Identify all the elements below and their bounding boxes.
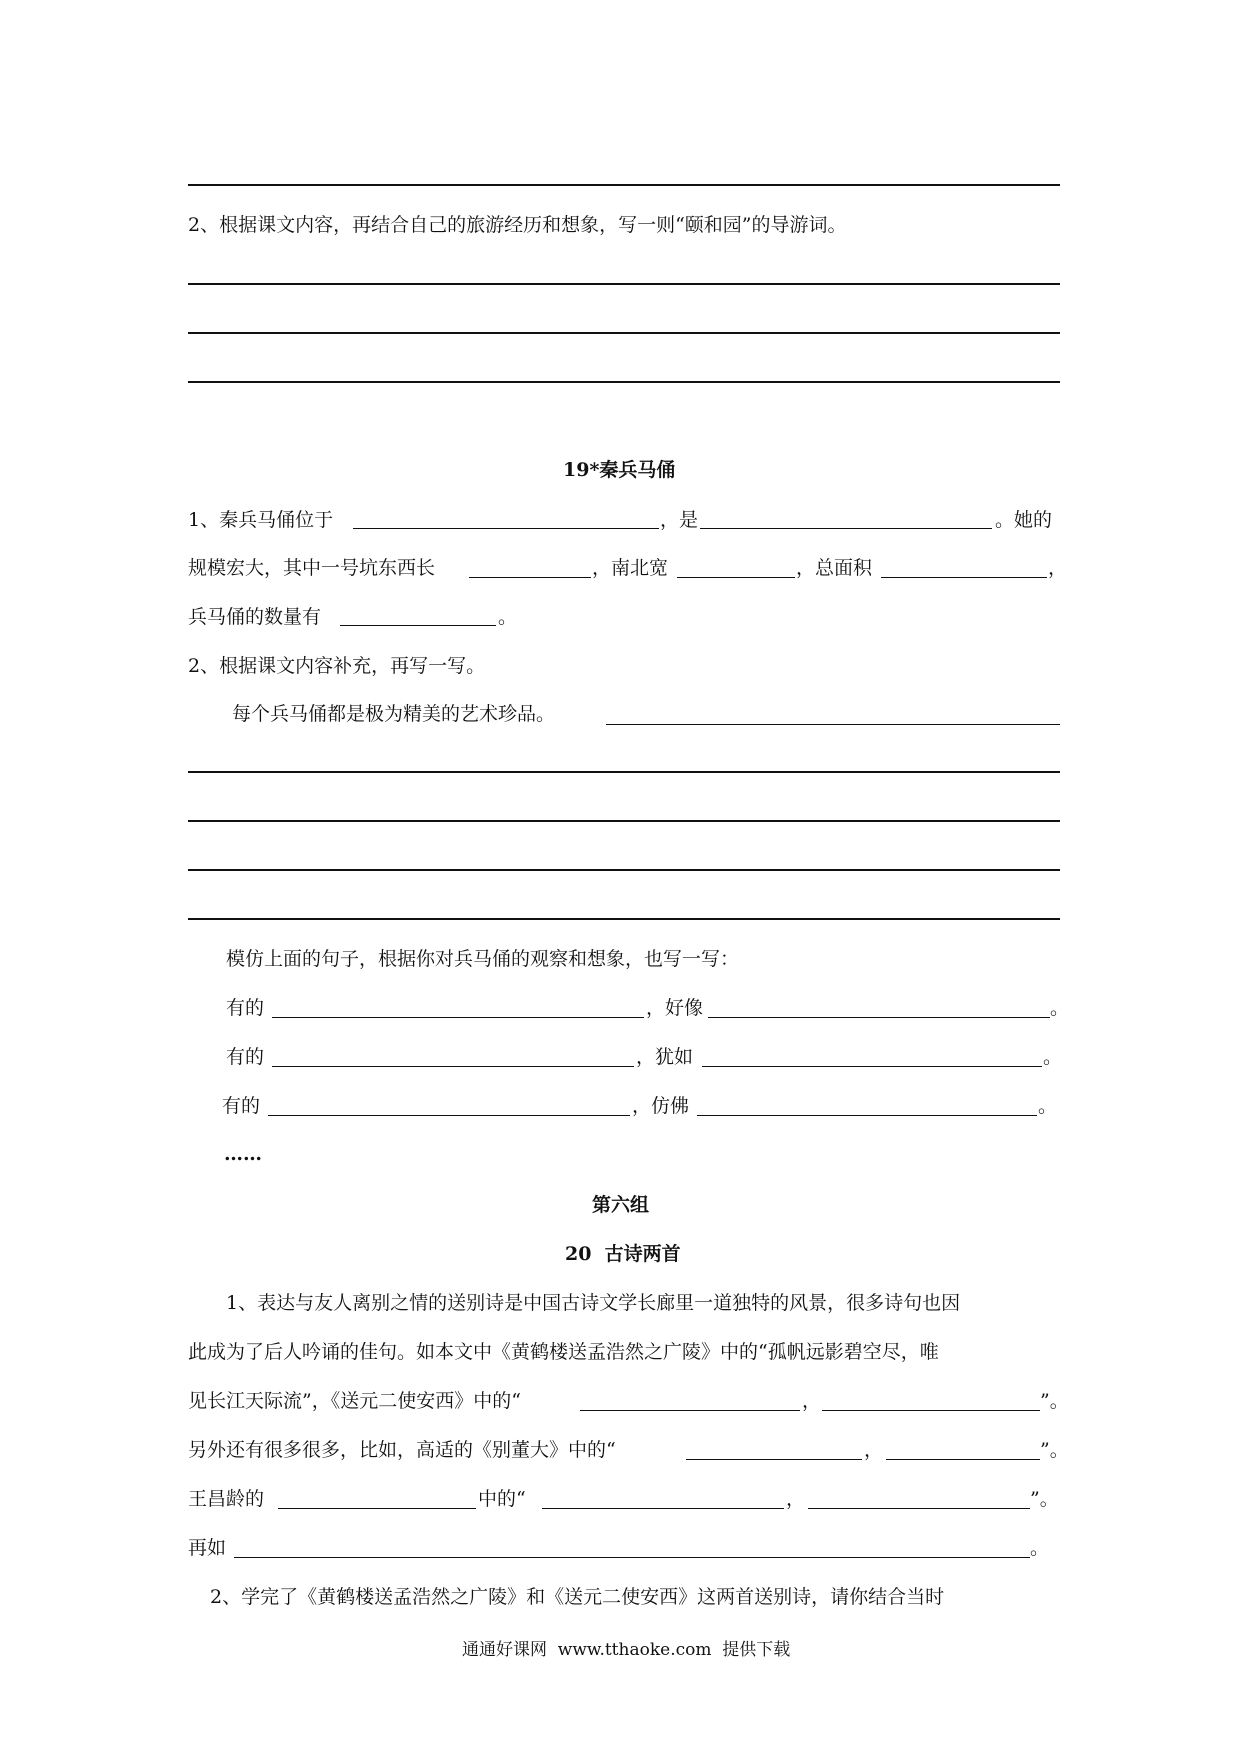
blank-imitate[interactable] — [708, 1017, 1050, 1018]
blank-imitate[interactable] — [268, 1115, 630, 1116]
blank-poem-line[interactable] — [822, 1410, 1040, 1411]
q20-1-line: 另外还有很多很多，比如，高适的《别董大》中的“ — [188, 1439, 616, 1461]
q19-1-text: 。她的 — [995, 509, 1053, 531]
q20-1-line: ”。 — [1040, 1390, 1069, 1412]
answer-line[interactable] — [188, 381, 1060, 383]
blank-imitate[interactable] — [702, 1066, 1042, 1067]
q20-1-line: ”。 — [1030, 1488, 1059, 1510]
q20-1-line: 中的“ — [478, 1488, 526, 1510]
q19-1-text: ， — [1048, 557, 1068, 579]
answer-line[interactable] — [188, 918, 1060, 920]
lesson-19-title: 19*秦兵马俑 — [563, 459, 676, 481]
imitate-row-lead: 有的 — [226, 997, 265, 1019]
blank-east-west[interactable] — [469, 577, 591, 578]
imitate-row-end: 。 — [1050, 997, 1070, 1019]
q19-1-text: 。 — [498, 606, 518, 628]
answer-line[interactable] — [188, 283, 1060, 285]
blank-description[interactable] — [700, 528, 992, 529]
question-20-2: 2、学完了《黄鹤楼送孟浩然之广陵》和《送元二使安西》这两首送别诗，请你结合当时 — [210, 1586, 945, 1608]
q20-1-line: ， — [786, 1488, 806, 1510]
q19-1-text: ，南北宽 — [592, 557, 669, 579]
q19-1-text: 1、秦兵马俑位于 — [188, 509, 334, 531]
imitate-row-mid: ，仿佛 — [632, 1095, 690, 1117]
q19-1-text: ，总面积 — [796, 557, 873, 579]
example-sentence: 每个兵马俑都是极为精美的艺术珍品。 — [232, 703, 556, 725]
q20-1-line: 此成为了后人吟诵的佳句。如本文中《黄鹤楼送孟浩然之广陵》中的“孤帆远影碧空尽，唯 — [188, 1341, 939, 1363]
q20-1-line: ， — [864, 1439, 884, 1461]
blank-poem-line[interactable] — [808, 1508, 1030, 1509]
ellipsis: …… — [224, 1143, 262, 1165]
page-footer: 通通好课网 www.tthaoke.com 提供下载 — [462, 1640, 791, 1660]
answer-line[interactable] — [188, 184, 1060, 186]
blank-location[interactable] — [353, 528, 659, 529]
answer-line[interactable] — [188, 869, 1060, 871]
imitate-row-lead: 有的 — [226, 1046, 265, 1068]
q20-1-line: 再如 — [188, 1537, 227, 1559]
blank-quantity[interactable] — [340, 625, 496, 626]
q20-1-line: ， — [802, 1390, 822, 1412]
imitate-instruction: 模仿上面的句子，根据你对兵马俑的观察和想象，也写一写： — [226, 948, 740, 970]
q20-1-line: 1、表达与友人离别之情的送别诗是中国古诗文学长廊里一道独特的风景，很多诗句也因 — [226, 1292, 961, 1314]
blank-poem-line[interactable] — [542, 1508, 784, 1509]
question-18-2: 2、根据课文内容，再结合自己的旅游经历和想象，写一则“颐和园”的导游词。 — [188, 214, 847, 236]
imitate-row-end: 。 — [1038, 1095, 1058, 1117]
blank-poem-line[interactable] — [580, 1410, 800, 1411]
blank-continue[interactable] — [606, 724, 1060, 725]
blank-imitate[interactable] — [697, 1115, 1037, 1116]
blank-example[interactable] — [234, 1557, 1030, 1558]
q20-1-line: 王昌龄的 — [188, 1488, 265, 1510]
group-6-title: 第六组 — [592, 1194, 650, 1216]
blank-imitate[interactable] — [272, 1017, 644, 1018]
imitate-row-lead: 有的 — [222, 1095, 261, 1117]
answer-line[interactable] — [188, 771, 1060, 773]
lesson-20-title: 20 古诗两首 — [565, 1243, 681, 1265]
blank-poem-line[interactable] — [686, 1459, 862, 1460]
imitate-row-mid: ，好像 — [646, 997, 704, 1019]
blank-area[interactable] — [881, 577, 1047, 578]
question-19-2: 2、根据课文内容补充，再写一写。 — [188, 655, 486, 677]
q19-1-text: ，是 — [660, 509, 699, 531]
q20-1-line: 见长江天际流”，《送元二使安西》中的“ — [188, 1390, 521, 1412]
q20-1-line: 。 — [1030, 1537, 1050, 1559]
answer-line[interactable] — [188, 332, 1060, 334]
blank-north-south[interactable] — [677, 577, 795, 578]
blank-poem-line[interactable] — [886, 1459, 1040, 1460]
blank-imitate[interactable] — [272, 1066, 634, 1067]
imitate-row-end: 。 — [1043, 1046, 1063, 1068]
q20-1-line: ”。 — [1040, 1439, 1069, 1461]
imitate-row-mid: ，犹如 — [636, 1046, 694, 1068]
q19-1-text: 规模宏大，其中一号坑东西长 — [188, 557, 436, 579]
answer-line[interactable] — [188, 820, 1060, 822]
q19-1-text: 兵马俑的数量有 — [188, 606, 322, 628]
blank-poem-title[interactable] — [278, 1508, 476, 1509]
